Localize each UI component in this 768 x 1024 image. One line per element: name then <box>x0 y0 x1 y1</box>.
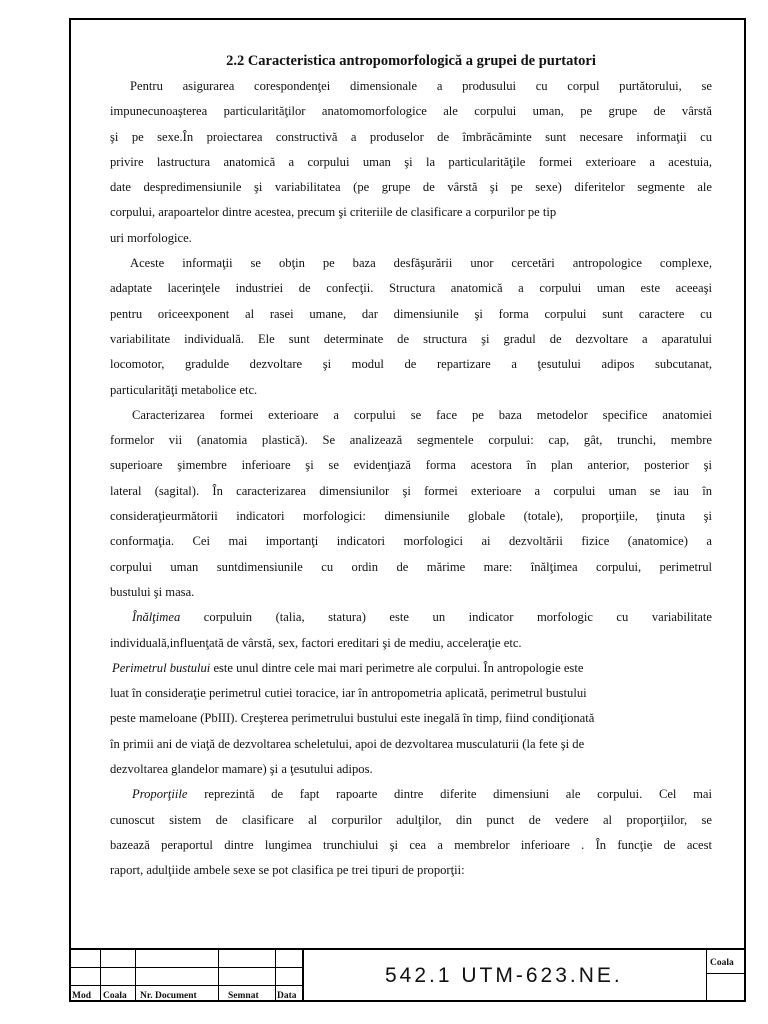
text-line: în primii ani de viaţă de dezvoltarea scheletului, apoi de dezvoltarea musculaturii (la fete şi de <box>110 736 585 751</box>
text-line: dezvoltarea glandelor mamare) şi a ţesutului adipos. <box>110 762 373 777</box>
paragraph-2 <box>110 251 712 403</box>
text-line: Pentru asigurarea corespondenţei dimensionale a produsului cu corpul purtătorului, se <box>130 79 712 93</box>
text-line: peste mameloane (PbIII). Creşterea perimetrului bustului este inegală în timp, fiind condiţionată <box>110 711 595 726</box>
title-block <box>69 948 746 1002</box>
text-line: adaptate lacerinţele industriei de confecţii. Structura anatomică a corpului uman este aceeaşi <box>110 281 712 296</box>
text-line: cunoscut sistem de clasificare al corpurilor adulţilor, din punct de vedere al proporţiilor, se <box>110 812 712 827</box>
document-code: 542.1 UTM-623.NE. <box>385 964 623 987</box>
text-line: corpului, arapoartelor dintre acestea, precum şi criteriile de clasificare a corpurilor pe tip <box>110 205 557 220</box>
text-line: locomotor, gradulde dezvoltare şi modul de repartizare a ţesutului adipos subcutanat, <box>110 357 712 372</box>
italic-term: Proporţiile <box>132 787 188 802</box>
text-line: corpului uman suntdimensiunile cu ordin de mărime mare: înălţimea corpului, perimetrul <box>110 559 712 574</box>
text-line: lateral (sagital). În caracterizarea dimensiunilor şi formei exterioare a corpului uman se iau în <box>110 483 712 498</box>
title-block-grid <box>69 950 303 1002</box>
sheet-box <box>706 950 746 1002</box>
label-semnat: Semnat <box>228 991 259 1001</box>
text-line: bustului şi masa. <box>110 584 195 599</box>
text-line: conformaţia. Cei mai importanţi indicatori morfologici ai dezvoltării fizice (anatomice) a <box>110 534 712 549</box>
paragraph-5 <box>110 656 712 782</box>
label-coala: Coala <box>103 991 127 1001</box>
text-line: este unul dintre cele mai mari perimetre ale corpului. În antropologie este <box>210 660 584 675</box>
text-line: particularităţi metabolice etc. <box>110 382 258 397</box>
text-line: pentru oriceexponent al rasei umane, dar dimensiunile şi forma corpului sunt caractere cu <box>110 306 712 321</box>
text-line: impunecunoaşterea particularităţilor anatomomorfologice ale corpului uman, pe grupe de vârstă <box>110 104 712 119</box>
label-nr-document: Nr. Document <box>140 991 197 1001</box>
text-line: Caracterizarea formei exterioare a corpului se face pe baza metodelor specifice anatomiei <box>132 407 712 422</box>
italic-term: Înălţimea <box>132 610 181 625</box>
text-line: formelor vii (anatomia plastică). Se analizează segmentele corpului: cap, gât, trunchi, membre <box>110 433 712 448</box>
paragraph-1 <box>110 74 712 251</box>
text-line: individuală,influenţată de vârstă, sex, factori ereditari şi de mediu, acceleraţie etc. <box>110 635 522 650</box>
text-line: raport, adulţiide ambele sexe se pot clasifica pe trei tipuri de proporţii: <box>110 863 465 878</box>
text-line: corpuluin (talia, statura) este un indicator morfologic cu variabilitate <box>180 610 712 625</box>
label-data: Data <box>277 991 297 1001</box>
paragraph-6 <box>110 782 712 883</box>
text-line: reprezintă de fapt rapoarte dintre diferite dimensiuni ale corpului. Cel mai <box>187 787 712 802</box>
paragraph-4 <box>110 605 712 656</box>
text-line: uri morfologice. <box>110 230 192 245</box>
text-line: luat în consideraţie perimetrul cutiei toracice, iar în antropometria aplicată, perimetrul bustului <box>110 686 587 701</box>
label-mod: Mod <box>72 991 91 1001</box>
text-line: consideraţieurmătorii indicatori morfologici: dimensiunile globale (totale), proporţiile, ţinuta şi <box>110 509 712 524</box>
text-line: superioare şimembre inferioare şi se evidenţiază forma acestora în plan anterior, posterior şi <box>110 458 712 473</box>
paragraph-3 <box>110 403 712 605</box>
text-line: Aceste informaţii se obţin pe baza desfăşurării unor cercetări antropologice complexe, <box>130 256 712 271</box>
sheet-label: Coala <box>710 958 734 968</box>
text-line: bazează peraportul dintre lungimea trunchiului şi cea a membrelor inferioare . În funcţie de acest <box>110 837 712 852</box>
text-line: date despredimensiunile şi variabilitatea (pe grupe de vârstă şi pe sexe) diferitelor segmente ale <box>110 180 712 195</box>
document-body <box>110 50 712 884</box>
section-title: 2.2 Caracteristica antropomorfologică a grupei de purtatori <box>226 53 596 69</box>
italic-term: Perimetrul bustului <box>112 660 211 675</box>
text-line: şi pe sexe.În proiectarea constructivă a produselor de îmbrăcăminte sunt necesare informaţii cu <box>110 129 712 144</box>
text-line: privire lastructura anatomică a corpului uman şi la particularităţile formei exterioare a acestuia, <box>110 154 712 169</box>
text-line: variabilitate individuală. Ele sunt determinate de structura şi gradul de dezvoltare a aparatului <box>110 331 712 346</box>
